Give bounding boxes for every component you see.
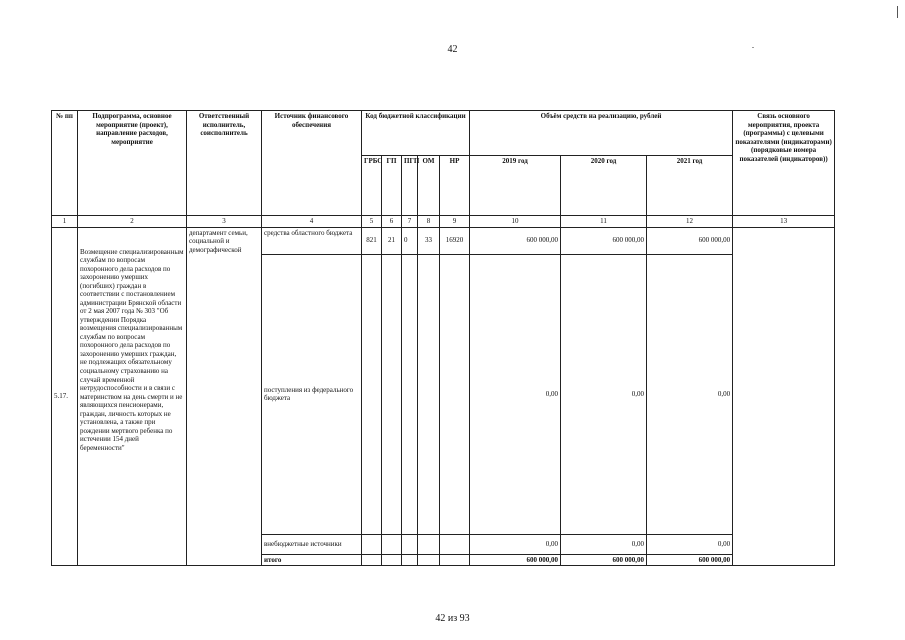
column-number: 1 [52, 216, 78, 228]
source-2020: 0,00 [561, 534, 647, 554]
total-pgp [402, 554, 418, 566]
total-2019: 600 000,00 [470, 554, 561, 566]
header-gp: ГП [382, 156, 402, 216]
source-2021: 0,00 [647, 534, 733, 554]
source-2021: 0,00 [647, 254, 733, 534]
header-source: Источник финансового обеспечения [262, 111, 362, 216]
column-number: 4 [262, 216, 362, 228]
source-2019: 0,00 [470, 254, 561, 534]
header-2019: 2019 год [470, 156, 561, 216]
header-pgp: ПГП [402, 156, 418, 216]
source-name: поступления из федерального бюджета [262, 254, 362, 534]
source-2019: 600 000,00 [470, 227, 561, 254]
column-number: 10 [470, 216, 561, 228]
budget-table [51, 110, 835, 566]
header-nr: НР [440, 156, 470, 216]
source-2021: 600 000,00 [647, 227, 733, 254]
source-om: 33 [418, 227, 440, 254]
header-2020: 2020 год [561, 156, 647, 216]
total-gp [382, 554, 402, 566]
total-2021: 600 000,00 [647, 554, 733, 566]
column-number: 13 [733, 216, 835, 228]
source-nr [440, 254, 470, 534]
source-name: внебюджетные источники [262, 534, 362, 554]
header-2021: 2021 год [647, 156, 733, 216]
column-number: 9 [440, 216, 470, 228]
source-nr [440, 534, 470, 554]
source-pgp [402, 254, 418, 534]
column-number: 2 [78, 216, 187, 228]
row-link [733, 227, 835, 566]
header-num: № пп [52, 111, 78, 216]
row-description: Возмещение специализированным службам по вопросам похоронного дела расходов по захоронению умерших (погибших) граждан в соответствии с постановлением администрации Брянской области от 2 мая 2007 года № 303 "Об утверждении Порядка возмещения специализированным службам по вопросам похоронного дела расходов по захоронению умерших граждан, не подлежащих обязательному социальному страхованию на случай временной нетрудоспособности и в связи с материнством на день смерти и не являющихся пенсионерами, граждан, личность которых не установлена, а также при рождении мертвого ребенка по истечении 154 дней беременности" [78, 227, 187, 566]
page-number-top: 42 [447, 44, 458, 55]
column-number: 6 [382, 216, 402, 228]
header-volume-group: Объём средств на реализацию, рублей [470, 111, 733, 156]
header-om: ОМ [418, 156, 440, 216]
header-program: Подпрограмма, основное мероприятие (проект), направление расходов, мероприятие [78, 111, 187, 216]
total-label: итого [262, 554, 362, 566]
source-pgp [402, 534, 418, 554]
header-executor: Ответственный исполнитель, соисполнитель [187, 111, 262, 216]
column-number: 11 [561, 216, 647, 228]
source-om [418, 254, 440, 534]
source-gp: 21 [382, 227, 402, 254]
header-grbs: ГРБС [362, 156, 382, 216]
source-gp [382, 254, 402, 534]
source-gp [382, 534, 402, 554]
source-2020: 0,00 [561, 254, 647, 534]
source-2020: 600 000,00 [561, 227, 647, 254]
total-om [418, 554, 440, 566]
column-number: 5 [362, 216, 382, 228]
row-executor: департамент семьи, социальной и демографической [187, 227, 262, 566]
page-number-bottom: 42 из 93 [435, 613, 470, 624]
source-om [418, 534, 440, 554]
column-number: 7 [402, 216, 418, 228]
source-grbs [362, 254, 382, 534]
column-number: 8 [418, 216, 440, 228]
header-code-group: Код бюджетной классификации [362, 111, 470, 156]
page-edge-mark [897, 6, 898, 18]
total-nr [440, 554, 470, 566]
row-number: 5.17. [52, 227, 78, 566]
column-number: 12 [647, 216, 733, 228]
source-name: средства областного бюджета [262, 227, 362, 254]
source-nr: 16920 [440, 227, 470, 254]
source-2019: 0,00 [470, 534, 561, 554]
source-grbs: 821 [362, 227, 382, 254]
source-grbs [362, 534, 382, 554]
column-number: 3 [187, 216, 262, 228]
total-grbs [362, 554, 382, 566]
source-pgp: 0 [402, 227, 418, 254]
total-2020: 600 000,00 [561, 554, 647, 566]
header-link: Связь основного мероприятия, проекта (программы) с целевыми показателями (индикаторами) (порядковые номера показателей (индикаторов)) [733, 111, 835, 216]
